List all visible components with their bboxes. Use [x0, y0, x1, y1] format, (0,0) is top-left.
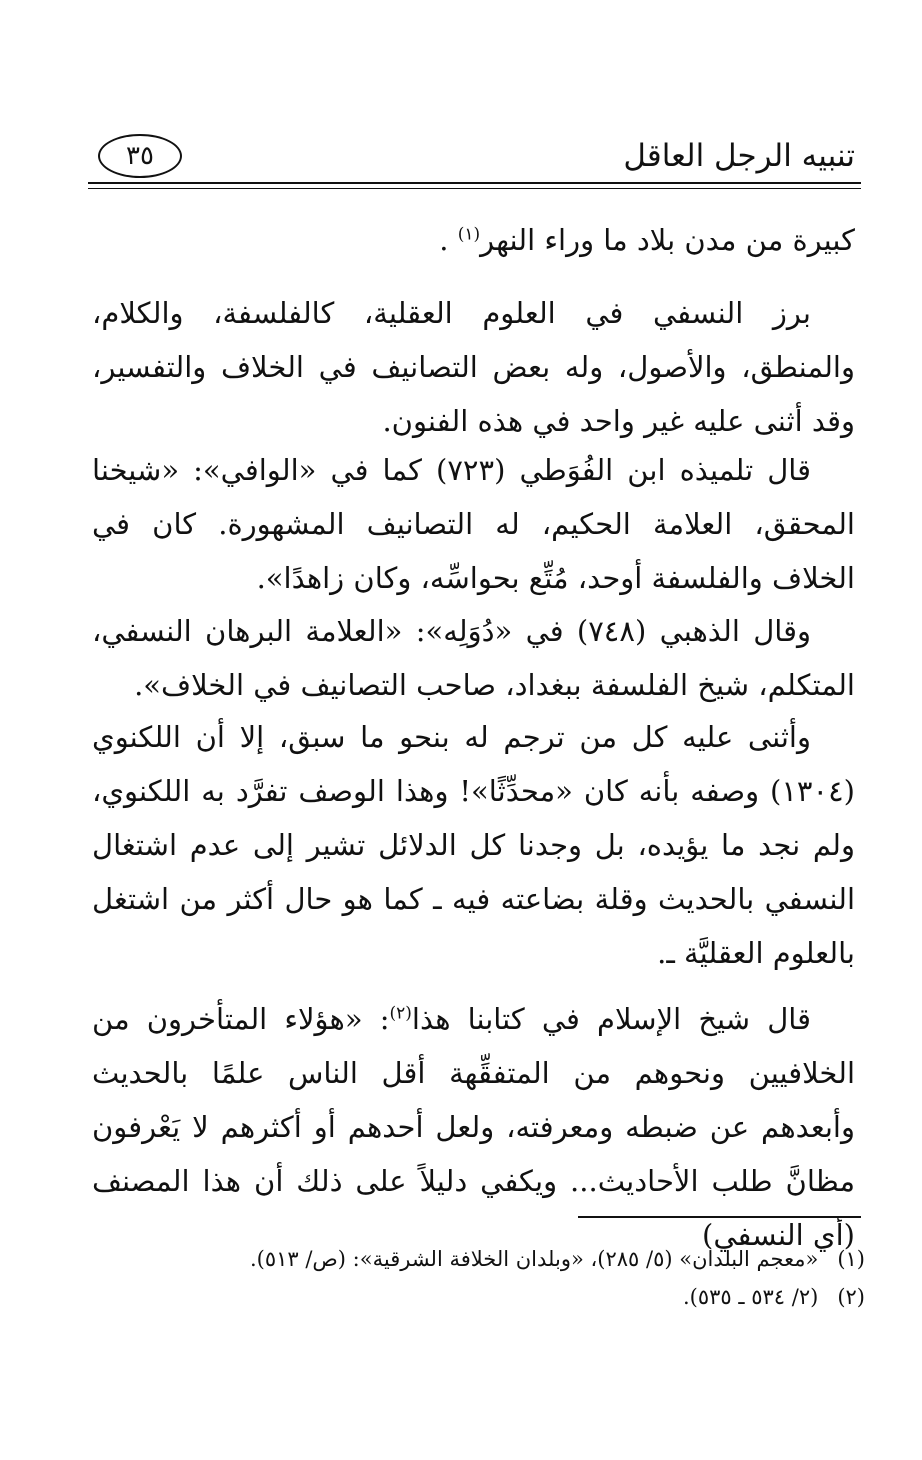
- footnote-2: [120, 1278, 865, 1316]
- footnote-1: [120, 1240, 865, 1278]
- paragraph-continuation: [92, 213, 855, 267]
- footnote-text: «معجم البلدان» (٥/ ٢٨٥)، «وبلدان الخلافة الشرقية»: (ص/ ٥١٣).: [249, 1247, 819, 1271]
- footnote-number: (١): [837, 1247, 865, 1271]
- paragraph-text: قال شيخ الإسلام في كتابنا هذا: [411, 1002, 812, 1036]
- page-number: ٣٥: [126, 141, 154, 171]
- footnote-ref-1: (١): [457, 224, 481, 245]
- footnote-separator: [578, 1216, 861, 1218]
- paragraph-nasafi-sciences: [92, 286, 855, 448]
- paragraph-text: وأثنى عليه كل من ترجم له بنحو ما سبق، إلا أن اللكنوي (١٣٠٤) وصفه بأنه كان «محدِّثًا»! وهذا الوصف تفرَّد به اللكنوي، ولم نجد ما يؤيده، بل وجدنا كل الدلائل تشير إلى عدم اشتغال النسفي بالحديث وقلة بضاعته فيه ـ كما هو حال أكثر من اشتغل بالعلوم العقليَّة ـ.: [92, 720, 855, 970]
- footnote-text: (٢/ ٥٣٤ ـ ٥٣٥).: [682, 1285, 819, 1309]
- paragraph-dhahabi-quote: [92, 604, 855, 712]
- paragraph-text: كبيرة من مدن بلاد ما وراء النهر: [480, 223, 855, 257]
- paragraph-laknawi: [92, 710, 855, 980]
- paragraph-tail: : «هؤلاء المتأخرون من الخلافيين ونحوهم من المتفقِّهة أقل الناس علمًا بالحديث وأبعدهم عن ضبطه ومعرفته، ولعل أحدهم أو أكثرهم لا يَعْرفون مظانَّ طلب الأحاديث... ويكفي دليلاً على ذلك أن هذا المصنف (أي النسفي): [92, 1002, 855, 1252]
- footnote-ref-2: (٢): [389, 1003, 412, 1024]
- book-title: تنبيه الرجل العاقل: [623, 138, 855, 174]
- running-header: [88, 128, 861, 188]
- paragraph-text: وقال الذهبي (٧٤٨) في «دُوَلِه»: «العلامة البرهان النسفي، المتكلم، شيخ الفلسفة ببغداد، صاحب التصانيف في الخلاف».: [92, 614, 855, 702]
- paragraph-text: قال تلميذه ابن الفُوَطي (٧٢٣) كما في «الوافي»: «شيخنا المحقق، العلامة الحكيم، له التصانيف المشهورة. كان في الخلاف والفلسفة أوحد، مُتِّع بحواسِّه، وكان زاهدًا».: [92, 453, 855, 595]
- header-rule-thin: [88, 188, 861, 189]
- footnote-number: (٢): [837, 1285, 865, 1309]
- paragraph-ibn-fuwati-quote: [92, 443, 855, 605]
- header-rule-thick: [88, 182, 861, 184]
- page-number-badge: [98, 134, 182, 178]
- paragraph-shaykh-al-islam: [92, 992, 855, 1262]
- paragraph-text: برز النسفي في العلوم العقلية، كالفلسفة، والكلام، والمنطق، والأصول، وله بعض التصانيف في الخلاف والتفسير، وقد أثنى عليه غير واحد في هذه الفنون.: [92, 296, 855, 438]
- footnotes: [120, 1240, 865, 1316]
- paragraph-tail: .: [439, 223, 458, 257]
